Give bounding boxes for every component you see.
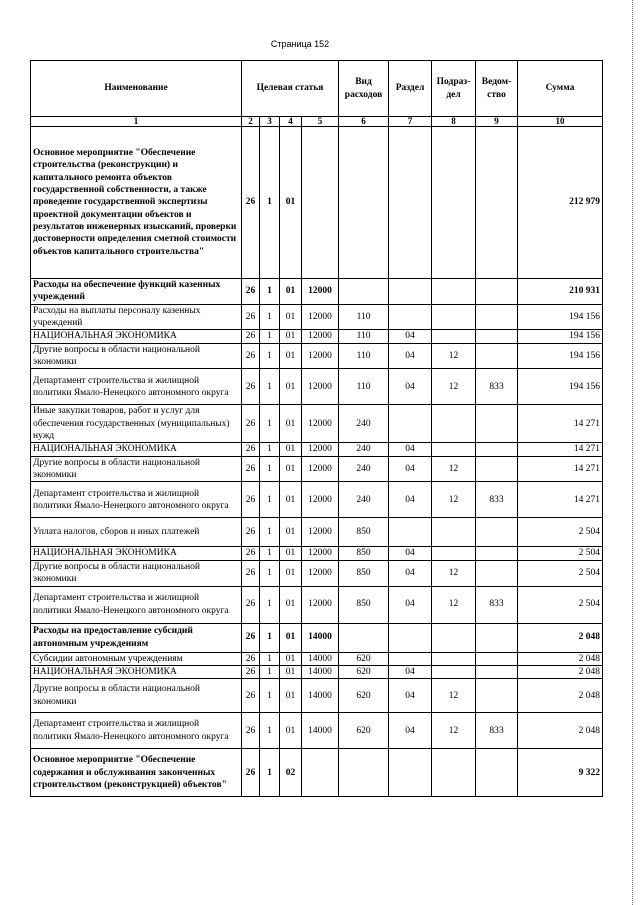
cell-target-subprogram: 1 [260,443,280,456]
row-name: Другие вопросы в области национальной экономики [31,560,242,586]
table-row [31,369,603,405]
cell-target-program: 26 [242,713,260,749]
cell-target-activity: 01 [280,482,302,518]
row-name: Субсидии автономным учреждениям [31,652,242,665]
cell-section: 04 [389,679,432,713]
row-name: Департамент строительства и жилищной политики Ямало-Ненецкого автономного округа [31,713,242,749]
cell-subsection: 12 [432,560,476,586]
cell-amount: 194 156 [518,369,603,405]
cell-target-program: 26 [242,482,260,518]
row-name: Иные закупки товаров, работ и услуг для обеспечения государственных (муниципальных) нужд [31,405,242,443]
cell-section: 04 [389,560,432,586]
column-number: 2 [242,117,260,127]
cell-amount: 2 048 [518,679,603,713]
header-amount: Сумма [518,61,603,117]
cell-subsection [432,749,476,797]
cell-amount: 14 271 [518,405,603,443]
cell-target-activity: 01 [280,547,302,560]
cell-subsection [432,518,476,547]
table-row [31,343,603,369]
cell-expense-type: 850 [339,560,389,586]
cell-target-direction: 14000 [302,665,339,678]
cell-target-subprogram: 1 [260,369,280,405]
cell-target-direction: 14000 [302,679,339,713]
cell-target-activity: 01 [280,586,302,623]
cell-target-program: 26 [242,330,260,343]
cell-subsection [432,547,476,560]
cell-target-program: 26 [242,443,260,456]
scan-edge [632,0,636,905]
cell-section [389,279,432,305]
cell-department [476,330,518,343]
cell-target-activity: 01 [280,304,302,330]
cell-target-direction [302,749,339,797]
cell-target-activity: 01 [280,330,302,343]
cell-section: 04 [389,713,432,749]
cell-expense-type: 620 [339,679,389,713]
cell-expense-type [339,749,389,797]
cell-target-program: 26 [242,679,260,713]
cell-amount: 2 048 [518,623,603,652]
cell-department [476,749,518,797]
row-name: Расходы на предоставление субсидий автономным учреждениям [31,623,242,652]
table-row [31,330,603,343]
column-number: 10 [518,117,603,127]
cell-section: 04 [389,482,432,518]
row-name: Другие вопросы в области национальной экономики [31,679,242,713]
cell-target-direction: 12000 [302,560,339,586]
header-department: Ведом-ство [476,61,518,117]
column-number: 5 [302,117,339,127]
cell-section: 04 [389,330,432,343]
cell-target-activity: 01 [280,713,302,749]
cell-target-activity: 01 [280,279,302,305]
cell-subsection: 12 [432,679,476,713]
cell-target-program: 26 [242,456,260,482]
header-name: Наименование [31,61,242,117]
cell-target-direction: 12000 [302,405,339,443]
table-body [31,127,603,797]
table-row [31,518,603,547]
cell-subsection [432,330,476,343]
cell-expense-type: 850 [339,547,389,560]
cell-target-activity: 01 [280,560,302,586]
cell-target-program: 26 [242,749,260,797]
cell-target-direction: 12000 [302,586,339,623]
cell-target-direction: 12000 [302,482,339,518]
cell-target-subprogram: 1 [260,749,280,797]
cell-target-direction: 12000 [302,518,339,547]
header-section: Раздел [389,61,432,117]
row-name: НАЦИОНАЛЬНАЯ ЭКОНОМИКА [31,443,242,456]
cell-target-activity: 01 [280,343,302,369]
cell-expense-type: 620 [339,652,389,665]
table-row [31,127,603,279]
cell-amount: 14 271 [518,482,603,518]
cell-target-program: 26 [242,665,260,678]
row-name: Расходы на обеспечение функций казенных учреждений [31,279,242,305]
table-row [31,586,603,623]
cell-subsection: 12 [432,343,476,369]
cell-subsection [432,304,476,330]
row-name: НАЦИОНАЛЬНАЯ ЭКОНОМИКА [31,330,242,343]
cell-target-subprogram: 1 [260,713,280,749]
cell-target-program: 26 [242,586,260,623]
table-row [31,405,603,443]
cell-amount: 9 322 [518,749,603,797]
row-name: Департамент строительства и жилищной политики Ямало-Ненецкого автономного округа [31,586,242,623]
cell-subsection: 12 [432,482,476,518]
cell-amount: 2 504 [518,547,603,560]
cell-target-program: 26 [242,560,260,586]
cell-department: 833 [476,482,518,518]
cell-amount: 2 048 [518,665,603,678]
column-number: 8 [432,117,476,127]
cell-department [476,443,518,456]
cell-target-subprogram: 1 [260,547,280,560]
cell-section [389,749,432,797]
cell-target-subprogram: 1 [260,586,280,623]
cell-section [389,518,432,547]
cell-section: 04 [389,343,432,369]
cell-target-program: 26 [242,547,260,560]
table-row [31,279,603,305]
cell-expense-type [339,127,389,279]
row-name: Департамент строительства и жилищной политики Ямало-Ненецкого автономного округа [31,482,242,518]
column-number: 4 [280,117,302,127]
cell-subsection: 12 [432,456,476,482]
cell-section: 04 [389,443,432,456]
row-name: Основное мероприятие "Обеспечение содержания и обслуживания законченных строительством (реконструкцией) объектов" [31,749,242,797]
cell-amount: 194 156 [518,343,603,369]
cell-amount: 2 048 [518,713,603,749]
cell-subsection [432,665,476,678]
cell-section: 04 [389,456,432,482]
row-name: НАЦИОНАЛЬНАЯ ЭКОНОМИКА [31,665,242,678]
cell-department: 833 [476,713,518,749]
cell-expense-type: 620 [339,665,389,678]
cell-amount: 2 048 [518,652,603,665]
cell-department [476,623,518,652]
cell-expense-type [339,279,389,305]
cell-department [476,405,518,443]
cell-target-direction: 14000 [302,713,339,749]
cell-target-program: 26 [242,304,260,330]
cell-target-program: 26 [242,405,260,443]
cell-target-subprogram: 1 [260,623,280,652]
column-number: 1 [31,117,242,127]
row-name: Уплата налогов, сборов и иных платежей [31,518,242,547]
cell-expense-type: 110 [339,369,389,405]
cell-target-subprogram: 1 [260,679,280,713]
cell-target-program: 26 [242,518,260,547]
cell-amount: 2 504 [518,560,603,586]
cell-target-activity: 01 [280,456,302,482]
header-subsection: Подраз-дел [432,61,476,117]
cell-section: 04 [389,665,432,678]
table-row [31,652,603,665]
row-name: НАЦИОНАЛЬНАЯ ЭКОНОМИКА [31,547,242,560]
cell-section [389,652,432,665]
cell-subsection [432,623,476,652]
cell-target-subprogram: 1 [260,405,280,443]
page-number: Страница 152 [270,39,330,49]
cell-expense-type: 620 [339,713,389,749]
table-row [31,443,603,456]
cell-expense-type: 110 [339,343,389,369]
cell-target-program: 26 [242,369,260,405]
row-name: Расходы на выплаты персоналу казенных учреждений [31,304,242,330]
cell-target-direction: 12000 [302,304,339,330]
cell-expense-type [339,623,389,652]
table-row [31,623,603,652]
cell-target-subprogram: 1 [260,456,280,482]
table-row [31,482,603,518]
cell-target-activity: 02 [280,749,302,797]
header-expense-type: Вид расходов [339,61,389,117]
cell-amount: 14 271 [518,456,603,482]
cell-department: 833 [476,369,518,405]
cell-target-activity: 01 [280,665,302,678]
budget-table [30,60,603,797]
cell-expense-type: 240 [339,482,389,518]
cell-department [476,343,518,369]
table-row [31,665,603,678]
cell-subsection: 12 [432,713,476,749]
cell-expense-type: 240 [339,443,389,456]
cell-expense-type: 110 [339,304,389,330]
column-number: 6 [339,117,389,127]
cell-target-activity: 01 [280,679,302,713]
table-row [31,547,603,560]
cell-target-direction: 14000 [302,652,339,665]
cell-target-subprogram: 1 [260,482,280,518]
cell-section [389,405,432,443]
column-number-row [31,117,603,127]
table-row [31,560,603,586]
cell-target-activity: 01 [280,405,302,443]
cell-amount: 210 931 [518,279,603,305]
cell-subsection [432,127,476,279]
cell-target-subprogram: 1 [260,304,280,330]
cell-target-subprogram: 1 [260,330,280,343]
cell-department [476,652,518,665]
cell-department [476,127,518,279]
table-row [31,749,603,797]
table-header-row [31,61,603,117]
cell-target-direction: 12000 [302,343,339,369]
cell-amount: 212 979 [518,127,603,279]
cell-department [476,456,518,482]
cell-target-subprogram: 1 [260,279,280,305]
cell-target-direction: 12000 [302,330,339,343]
cell-department [476,560,518,586]
cell-target-activity: 01 [280,518,302,547]
row-name: Департамент строительства и жилищной политики Ямало-Ненецкого автономного округа [31,369,242,405]
cell-target-direction: 12000 [302,456,339,482]
cell-subsection: 12 [432,586,476,623]
cell-department [476,547,518,560]
cell-target-subprogram: 1 [260,127,280,279]
cell-target-activity: 01 [280,369,302,405]
cell-subsection [432,279,476,305]
cell-subsection [432,652,476,665]
cell-expense-type: 850 [339,518,389,547]
cell-target-direction: 12000 [302,279,339,305]
column-number: 9 [476,117,518,127]
cell-target-direction: 12000 [302,443,339,456]
cell-amount: 2 504 [518,586,603,623]
cell-subsection: 12 [432,369,476,405]
cell-department [476,279,518,305]
cell-target-subprogram: 1 [260,518,280,547]
table-row [31,713,603,749]
header-target: Целевая статья [242,61,339,117]
cell-department [476,518,518,547]
cell-target-program: 26 [242,343,260,369]
cell-amount: 2 504 [518,518,603,547]
cell-amount: 14 271 [518,443,603,456]
cell-target-program: 26 [242,279,260,305]
cell-target-subprogram: 1 [260,652,280,665]
cell-target-direction: 14000 [302,623,339,652]
cell-section: 04 [389,586,432,623]
cell-target-program: 26 [242,652,260,665]
cell-target-activity: 01 [280,623,302,652]
table-row [31,679,603,713]
cell-target-direction [302,127,339,279]
row-name: Другие вопросы в области национальной экономики [31,456,242,482]
cell-amount: 194 156 [518,304,603,330]
cell-department [476,665,518,678]
cell-target-direction: 12000 [302,369,339,405]
cell-section: 04 [389,369,432,405]
cell-expense-type: 240 [339,405,389,443]
cell-target-activity: 01 [280,652,302,665]
cell-target-subprogram: 1 [260,665,280,678]
cell-subsection [432,443,476,456]
cell-section [389,304,432,330]
cell-subsection [432,405,476,443]
cell-target-activity: 01 [280,127,302,279]
cell-target-subprogram: 1 [260,560,280,586]
row-name: Другие вопросы в области национальной экономики [31,343,242,369]
cell-department: 833 [476,586,518,623]
cell-target-subprogram: 1 [260,343,280,369]
table-row [31,456,603,482]
cell-expense-type: 240 [339,456,389,482]
cell-expense-type: 850 [339,586,389,623]
cell-section: 04 [389,547,432,560]
column-number: 3 [260,117,280,127]
column-number: 7 [389,117,432,127]
cell-target-activity: 01 [280,443,302,456]
cell-amount: 194 156 [518,330,603,343]
cell-target-program: 26 [242,127,260,279]
table-row [31,304,603,330]
cell-target-program: 26 [242,623,260,652]
cell-department [476,304,518,330]
cell-department [476,679,518,713]
cell-expense-type: 110 [339,330,389,343]
cell-section [389,623,432,652]
cell-section [389,127,432,279]
cell-target-direction: 12000 [302,547,339,560]
row-name: Основное мероприятие "Обеспечение строительства (реконструкции) и капитального ремонта объектов государственной собственности, а также проведение государственной экспертизы проектной документации объектов и результатов инженерных изысканий, проверки достоверности определения сметной стоимости объектов капитального строительства" [31,127,242,279]
